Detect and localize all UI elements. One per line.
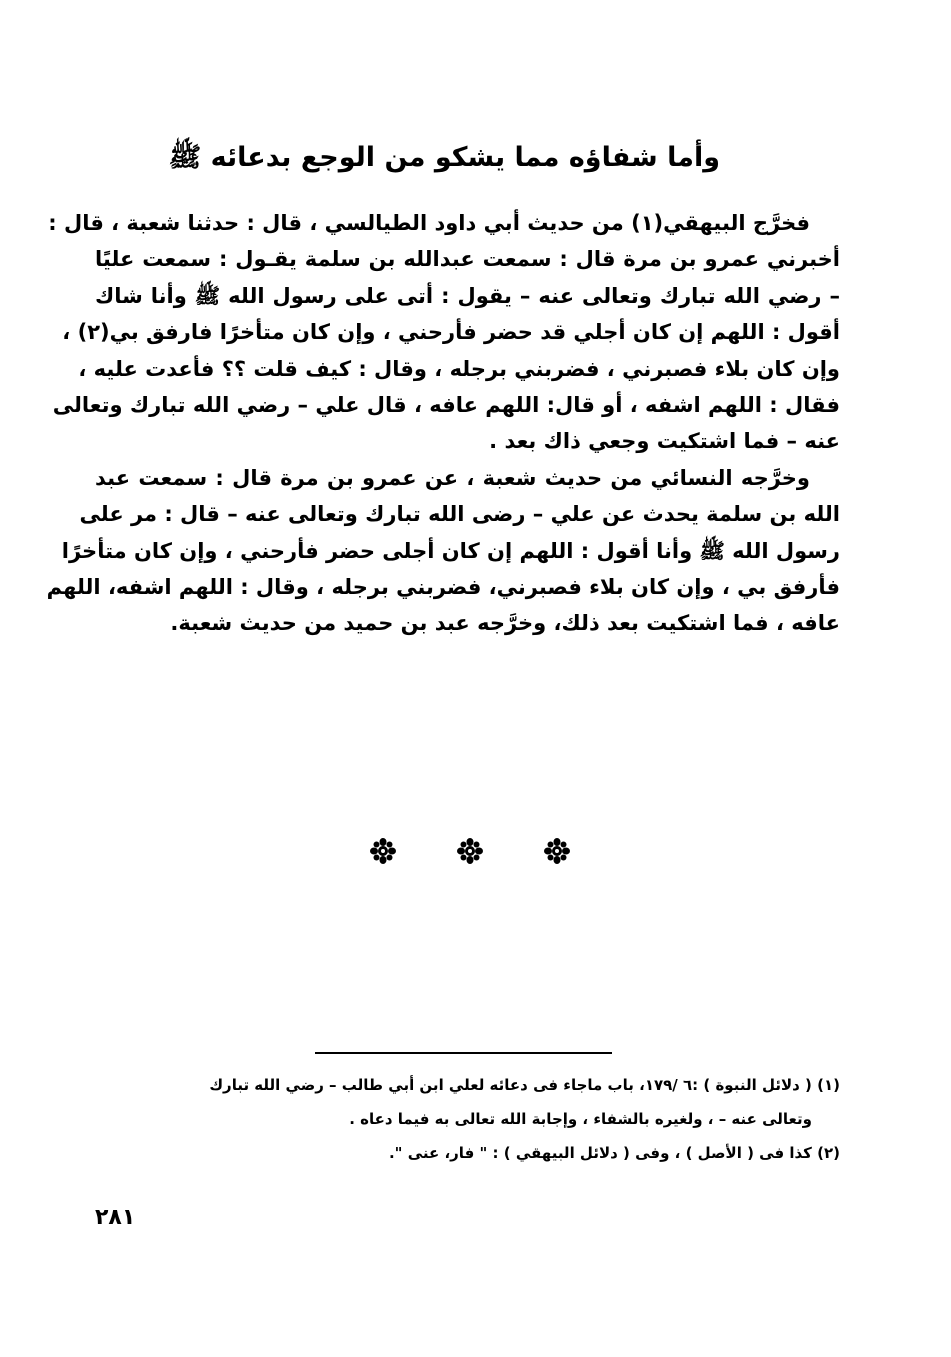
text-line: عنه – فما اشتكيت وجعي ذاك بعد . <box>489 429 840 454</box>
text-line: وخرَّجه النسائي من حديث شعبة ، عن عمرو بن مرة قال : سمعت عبد <box>95 465 810 490</box>
flower-ornament-icon <box>370 838 396 864</box>
footnotes <box>95 1068 840 1170</box>
footnote-1-continuation: وتعالى عنه – ، ولغيره بالشفاء ، وإجابة الله تعالى به فيما دعاه . <box>349 1110 812 1128</box>
text-line: وإن كان بلاء فصبرني ، فضربني برجله ، وقال : كيف قلت ؟؟ فأعدت عليه ، <box>78 356 840 381</box>
page-number: ٢٨١ <box>95 1205 136 1230</box>
footnote-2: (٢) كذا فى ( الأصل ) ، وفى ( دلائل البيهقي ) : " فار، عنى ". <box>388 1144 840 1162</box>
footnote-separator <box>315 1052 612 1054</box>
paragraph-2 <box>46 460 840 642</box>
section-title: وأما شفاؤه مما يشكو من الوجع بدعائه ﷺ <box>168 142 720 173</box>
text-line: أخبرني عمرو بن مرة قال : سمعت عبدالله بن سلمة يقـول : سمعت عليًا <box>95 247 840 272</box>
text-line: أقول : اللهم إن كان أجلي قد حضر فأرحني ، وإن كان متأخرًا فارفق بي(٢) ، <box>62 320 840 345</box>
section-divider-ornaments <box>370 836 570 866</box>
footnote-1: (١) ( دلائل النبوة ) :٦ /١٧٩، باب ماجاء فى دعائه لعلي ابن أبي طالب – رضي الله تبارك <box>209 1076 840 1094</box>
text-line: رسول الله ﷺ وأنا أقول : اللهم إن كان أجلى حضر فأرحني ، وإن كان متأخرًا <box>61 538 840 563</box>
flower-ornament-icon <box>544 838 570 864</box>
main-text <box>46 205 840 642</box>
flower-ornament-icon <box>457 838 483 864</box>
text-line: عافه ، فما اشتكيت بعد ذلك، وخرَّجه عبد بن حميد من حديث شعبة. <box>170 611 840 636</box>
text-line: – رضي الله تبارك وتعالى عنه – يقول : أتى على رسول الله ﷺ وأنا شاك <box>95 283 840 308</box>
paragraph-1 <box>48 205 840 460</box>
text-line: فخرَّج البيهقي(١) من حديث أبي داود الطيالسي ، قال : حدثنا شعبة ، قال : <box>48 211 810 235</box>
text-line: الله بن سلمة يحدث عن علي – رضى الله تبارك وتعالى عنه – قال : مر على <box>79 502 840 527</box>
text-line: فأرفق بي ، وإن كان بلاء فصبرني، فضربني برجله ، وقال : اللهم اشفه، اللهم <box>46 575 840 600</box>
text-line: فقال : اللهم اشفه ، أو قال: اللهم عافه ، قال علي – رضي الله تبارك وتعالى <box>52 393 840 418</box>
